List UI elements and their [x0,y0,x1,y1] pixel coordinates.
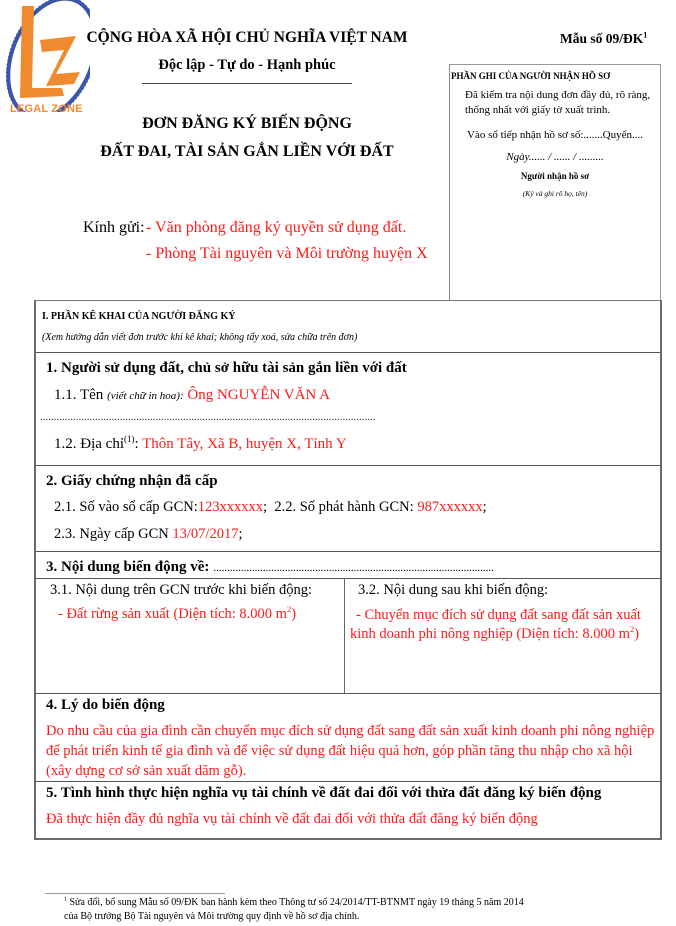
s2-entry-value[interactable]: 123xxxxxx [197,499,264,515]
legal-zone-logo [0,0,90,112]
s1-address-label: 1.2. Địa chỉ [54,436,124,452]
s1-address-note: (1) [123,434,135,444]
s32-value-sup: 2 [629,624,635,635]
nation-heading: CỘNG HÒA XÃ HỘI CHỦ NGHĨA VIỆT NAM [86,29,408,46]
recipients-label: Kính gửi: [83,219,145,236]
divider [36,551,660,552]
form-number-footnote-ref: 1 [643,30,648,40]
footnote-text-1: Sửa đổi, bổ sung Mẫu số 09/ĐK ban hành kèm theo Thông tư số 24/2014/TT-BTNMT ngày 19 tháng 5 năm 2014 [67,897,524,908]
form-number-text: Mẫu số 09/ĐK [560,31,644,46]
s1-dotted-line: .......................................................................................................................... [40,411,376,423]
divider [36,781,660,782]
form-number [560,31,647,47]
receiver-signature-hint: (Ký và ghi rõ họ, tên) [522,189,588,198]
s31-value-text: - Đất rừng sản xuất (Diện tích: 8.000 m [58,606,287,622]
footnote-separator [45,893,225,894]
s4-heading: 4. Lý do biến động [46,697,165,713]
s1-name-value[interactable]: Ông NGUYỄN VĂN A [187,387,331,403]
s1-name-label: 1.1. Tên [54,387,104,403]
logo-text: LEGAL ZONE [10,103,83,115]
footnote-line-2: của Bộ trưởng Bộ Tài nguyên và Môi trường quy định về hồ sơ địa chính. [64,911,360,922]
document-title-line-2: ĐẤT ĐAI, TÀI SẢN GẮN LIỀN VỚI ĐẤT [100,143,394,160]
s3-heading-row [46,558,494,576]
s32-value-close: ) [634,626,640,642]
s31-value[interactable] [58,606,296,623]
motto: Độc lập - Tự do - Hạnh phúc [158,57,336,73]
motto-underline [142,83,352,84]
s1-address-colon: : [134,436,139,452]
receiver-check-line-1: Đã kiểm tra nội dung đơn đầy đủ, rõ ràng, [465,89,651,101]
s5-value[interactable]: Đã thực hiện đầy đủ nghĩa vụ tài chính về đất đai đối với thửa đất đăng ký biến động [46,811,538,827]
s2-heading: 2. Giấy chứng nhận đã cấp [46,473,218,489]
footnote-marker: 1 [64,896,67,903]
s31-label: 3.1. Nội dung trên GCN trước khi biến động: [50,582,312,598]
s32-value-text: - Chuyển mục đích sử dụng đất sang đất sản xuất kinh doanh phi nông nghiệp (Diện tích: 8.000 m [350,607,641,642]
s2-date-value[interactable]: 13/07/2017 [172,526,239,542]
section-title: I. PHẦN KÊ KHAI CỦA NGƯỜI ĐĂNG KÝ [42,311,236,322]
recipient-item: - Phòng Tài nguyên và Môi trường huyện X [146,245,428,262]
s2-semicolon: ; [263,499,268,515]
divider [36,352,660,353]
s2-semicolon: ; [238,526,243,542]
s2-issue-value[interactable]: 987xxxxxx [417,499,483,515]
s31-value-sup: 2 [286,604,292,615]
s2-semicolon: ; [482,499,487,515]
s5-heading: 5. Tình hình thực hiện nghĩa vụ tài chính về đất đai đối với thửa đất đăng ký biến động [46,785,602,801]
s2-entry-label: 2.1. Số vào sổ cấp GCN: [54,499,198,515]
footnote-line-1 [64,897,524,908]
s2-issue-label: 2.2. Số phát hành GCN: [274,499,414,515]
s1-address-row [54,436,347,453]
declaration-form [34,300,662,840]
s1-name-row [54,387,330,404]
section-note: (Xem hướng dẫn viết đơn trước khi kê khai; không tẩy xoá, sửa chữa trên đơn) [42,332,358,343]
divider [36,465,660,466]
receiver-signature-label: Người nhận hồ sơ [520,171,590,181]
s3-dotted-line: ...................................................................................................... [213,562,494,574]
divider [36,578,660,579]
logo-mark-icon [0,0,90,112]
s1-address-value[interactable]: Thôn Tây, Xã B, huyện X, Tỉnh Y [142,436,347,452]
s1-name-hint: (viết chữ in hoa): [107,390,184,402]
document-title-line-1: ĐƠN ĐĂNG KÝ BIẾN ĐỘNG [142,115,352,132]
s2-date-row [54,526,243,543]
s32-label: 3.2. Nội dung sau khi biến động: [358,582,549,598]
s32-value[interactable] [350,606,650,644]
s1-heading: 1. Người sử dụng đất, chủ sở hữu tài sản gắn liền với đất [46,360,407,376]
s31-value-close: ) [291,606,297,622]
column-divider [344,578,345,694]
receiver-notes-box [449,64,661,300]
receiver-registry-line: Vào sổ tiếp nhận hồ sơ số:.......Quyển.... [467,129,643,141]
s4-value[interactable]: Do nhu cầu của gia đình cần chuyển mục đích sử dụng đất sang đất sản xuất kinh doanh phi nông nghiệp để phát triển kinh tế gia đình và để việc sử dụng đất hiệu quả hơn, góp phần tăng thu nhập cho xã hội (xây dựng cơ sở sản xuất dăm gỗ). [46,723,655,779]
recipient-item: - Văn phòng đăng ký quyền sử dụng đất. [146,219,407,236]
receiver-box-title: PHẦN GHI CỦA NGƯỜI NHẬN HỒ SƠ [451,71,611,81]
divider [36,693,660,694]
s2-certificate-numbers-row [54,499,487,516]
s2-date-label: 2.3. Ngày cấp GCN [54,526,169,542]
s3-heading: 3. Nội dung biến động về: [46,559,210,575]
receiver-check-line-2: thống nhất với giấy tờ xuất trình. [465,104,611,116]
receiver-date-line: Ngày...... / ...... / ......... [506,151,604,163]
